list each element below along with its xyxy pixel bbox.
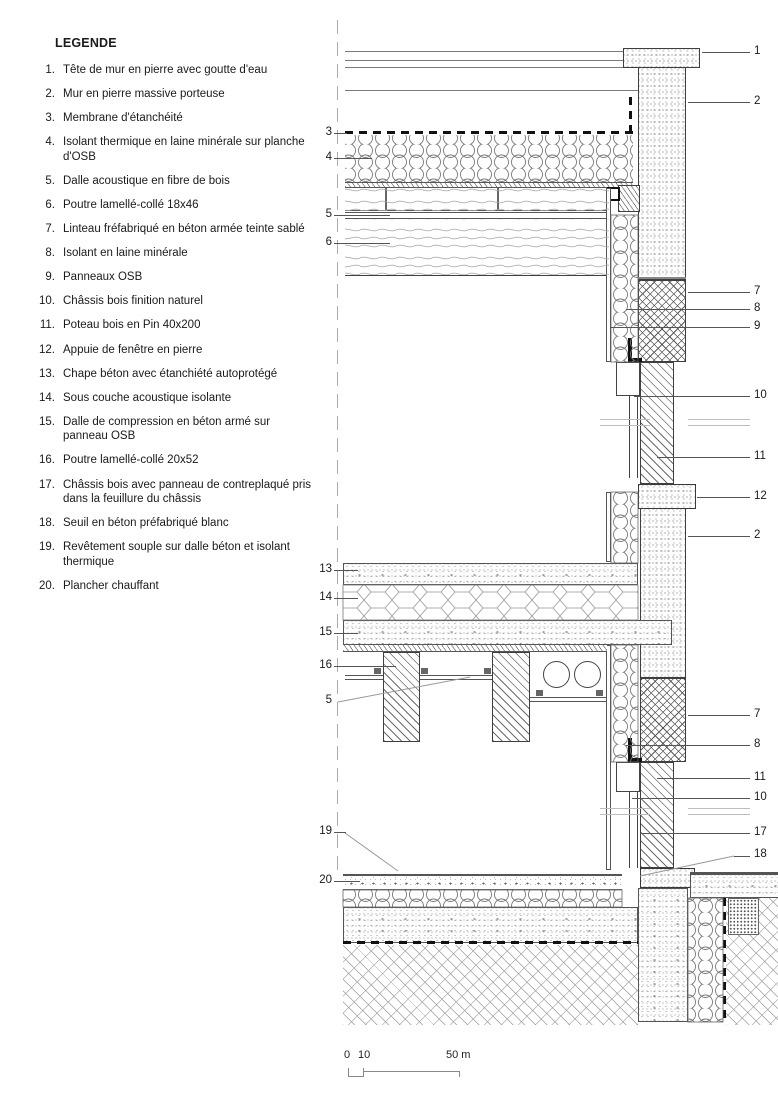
callout-2a: 2 (754, 95, 761, 107)
callout-5b: 5 (325, 694, 332, 706)
duct-circle (543, 661, 570, 688)
stone-wall-lower (640, 509, 686, 678)
threshold-seuil (640, 868, 695, 888)
legend-item-number: 18. (39, 517, 55, 530)
legend-item-number: 7. (45, 223, 55, 236)
glazing-lower (629, 792, 638, 868)
leader-10b (632, 798, 750, 799)
legend-item-text: Poteau bois en Pin 40x200 (63, 319, 201, 332)
break-line (600, 419, 650, 420)
legend-item-text: Châssis bois finition naturel (63, 295, 203, 308)
wall-insulation-8b (611, 492, 638, 563)
legend-item (36, 415, 318, 444)
callout-2b: 2 (754, 529, 761, 541)
legend-item-number: 10. (39, 295, 55, 308)
callout-18: 18 (754, 848, 767, 860)
hanger-bracket (484, 668, 491, 674)
leader-11a (657, 457, 750, 458)
callout-10a: 10 (754, 389, 767, 401)
callout-17: 17 (754, 826, 767, 838)
legend-item-number: 13. (39, 367, 55, 380)
leader-20 (334, 881, 360, 882)
legend-item-text: Mur en pierre massive porteuse (63, 88, 225, 101)
osb-board-mid (606, 492, 611, 562)
gravel-block (728, 898, 759, 935)
leader-7b (688, 715, 750, 716)
callout-20: 20 (319, 874, 332, 886)
legend-item-number: 12. (39, 343, 55, 356)
legend-item-text: Isolant en laine minérale (63, 247, 188, 260)
callout-7a: 7 (754, 285, 761, 297)
scale-fifty: 50 m (446, 1049, 471, 1061)
lintel-upper (638, 280, 686, 362)
legend-item-number: 1. (45, 64, 55, 76)
legend-item (36, 87, 318, 102)
leader-8a (626, 309, 750, 310)
legend-item (36, 63, 318, 78)
roof-line (345, 51, 623, 52)
legend-item-number: 9. (45, 271, 55, 284)
legend-item (36, 222, 318, 237)
legend-item-number: 3. (45, 112, 55, 125)
callout-6: 6 (325, 236, 332, 248)
ceiling-line (345, 679, 383, 680)
legend-item-number: 11. (39, 319, 55, 332)
leader-9 (610, 327, 750, 328)
callout-4: 4 (325, 151, 332, 163)
window-frame-head-upper (616, 362, 640, 396)
legend-item (36, 516, 318, 531)
leader-13 (334, 570, 358, 571)
legend-item (36, 478, 318, 507)
stone-wall-cap (623, 48, 700, 68)
legend-item-number: 5. (45, 174, 55, 187)
hanger-bracket (536, 690, 543, 696)
scale-tick (459, 1071, 460, 1077)
legend-item (36, 111, 318, 126)
break-line (688, 814, 750, 815)
break-line (688, 419, 750, 420)
legend-item-text: Seuil en béton préfabriqué blanc (63, 517, 229, 530)
legend-item (36, 318, 318, 333)
wall-insulation-8a (611, 215, 638, 362)
callout-10b: 10 (754, 791, 767, 803)
glulam-beam-area (345, 219, 610, 276)
callout-9: 9 (754, 320, 761, 332)
callout-13: 13 (319, 563, 332, 575)
callout-7b: 7 (754, 708, 761, 720)
exterior-slab (690, 874, 778, 898)
leader-2b (688, 536, 750, 537)
legend-item-number: 14. (39, 391, 55, 404)
legend-item-number: 4. (45, 136, 55, 149)
plank-joint (385, 188, 387, 211)
legend-item (36, 367, 318, 382)
legend-item-text: Dalle acoustique en fibre de bois (63, 174, 230, 187)
floor-osb-strip (343, 645, 607, 652)
leader-18h (734, 856, 750, 857)
callout-15: 15 (319, 626, 332, 638)
legend-item-text: Chape béton avec étanchiété autoprotégé (63, 367, 278, 380)
legend-item (36, 198, 318, 213)
leader-11b (657, 778, 750, 779)
legend-item (36, 391, 318, 406)
legend-item-text: Plancher chauffant (63, 579, 159, 592)
substructure-hatch (343, 945, 638, 1025)
plank-joint (497, 188, 499, 211)
legend-item-number: 19. (39, 541, 55, 554)
ceiling-line (530, 701, 607, 702)
legend-item-number: 2. (45, 88, 55, 101)
legend-item-number: 20. (39, 579, 55, 592)
leader-4 (334, 158, 372, 159)
scale-segment (363, 1071, 460, 1072)
scale-zero: 0 (344, 1049, 351, 1061)
callout-5: 5 (325, 208, 332, 220)
leader-12 (697, 497, 750, 498)
legend-item (36, 294, 318, 309)
leader-3 (334, 133, 347, 134)
stone-sill (638, 484, 696, 509)
membrane-vertical (629, 97, 632, 131)
callout-12: 12 (754, 490, 767, 502)
hanger-bracket (374, 668, 381, 674)
axis-line (337, 20, 338, 872)
legend-item (36, 270, 318, 285)
callout-1: 1 (754, 45, 761, 57)
scale-segment (348, 1076, 364, 1077)
leader-8b (626, 745, 750, 746)
legend-item-text: Tête de mur en pierre avec goutte d'eau (63, 64, 268, 76)
wood-post-upper (640, 362, 674, 484)
leader-15 (334, 633, 358, 634)
break-line (600, 425, 650, 426)
callout-8a: 8 (754, 302, 761, 314)
ceiling-line (530, 697, 607, 698)
legend-item (36, 135, 318, 164)
scale-ten: 10 (358, 1049, 371, 1061)
break-line (600, 808, 650, 809)
roof-insulation-4 (345, 135, 633, 182)
floor-finish-19 (343, 874, 622, 876)
callout-16: 16 (319, 659, 332, 671)
lintel-top-line (638, 277, 686, 279)
legend-item-text: Revêtement souple sur dalle béton et isolant thermique (63, 541, 290, 568)
ceiling-line (420, 675, 492, 676)
roof-line (345, 90, 638, 91)
legend-item-text: Membrane d'étanchéité (63, 112, 183, 125)
hanger-bracket (421, 668, 428, 674)
legend-item-text: Sous couche acoustique isolante (63, 391, 232, 404)
membrane-ground (343, 941, 639, 944)
legend-item (36, 453, 318, 468)
legend-item (36, 174, 318, 189)
membrane-roof (345, 131, 633, 134)
leader-2a (688, 102, 750, 103)
legend-item-text: Panneaux OSB (63, 271, 143, 284)
roof-line (345, 67, 638, 68)
legend-item-text: Linteau fréfabriqué en béton armée teinte sablé (63, 223, 305, 236)
legend-list (36, 63, 318, 593)
lintel-lower (640, 678, 686, 762)
heating-layer-20 (343, 877, 622, 890)
scale-tick (363, 1068, 364, 1077)
duct-circle (574, 661, 601, 688)
floor-insulation (343, 890, 622, 907)
legend-item-text: Poutre lamellé-collé 18x46 (63, 198, 199, 211)
roof-line (345, 60, 638, 61)
break-line (688, 425, 750, 426)
window-frame-head-lower (616, 762, 640, 792)
leader-7a (688, 292, 750, 293)
glulam-beam-16 (492, 652, 530, 742)
ceiling-line (345, 675, 383, 676)
leader-6 (334, 243, 390, 244)
scale-tick (348, 1068, 349, 1076)
legend-item-text: Isolant thermique en laine minérale sur planche d'OSB (63, 136, 305, 163)
stone-wall-upper (638, 68, 686, 280)
ground-concrete (343, 907, 638, 943)
ceiling-line (420, 679, 492, 680)
callout-14: 14 (319, 591, 332, 603)
callout-19: 19 (319, 825, 332, 837)
leader-14 (334, 598, 358, 599)
callout-8b: 8 (754, 738, 761, 750)
screed-13 (343, 563, 638, 585)
break-line (600, 814, 650, 815)
compression-slab-15 (343, 620, 672, 645)
legend-item (36, 579, 318, 594)
legend-item (36, 246, 318, 261)
foundation-column (638, 888, 688, 1022)
leader-5 (334, 215, 390, 216)
callout-11b: 11 (754, 771, 766, 783)
leader-10a (634, 396, 750, 397)
acoustic-underlay-14 (343, 585, 638, 620)
legend-item-number: 6. (45, 198, 55, 211)
legend-item-number: 17. (39, 478, 55, 491)
legend (36, 36, 318, 603)
legend-item-number: 16. (39, 454, 55, 467)
break-line (688, 808, 750, 809)
legend-item (36, 343, 318, 358)
bearing-block (618, 185, 640, 212)
glazing-upper (629, 396, 638, 478)
leader-19 (345, 833, 398, 871)
leader-16 (334, 666, 396, 667)
osb-board-upper (606, 188, 611, 362)
leader-17 (640, 833, 750, 834)
osb-board-lower (606, 645, 611, 870)
legend-item-number: 15. (39, 415, 55, 428)
leader-1 (702, 52, 750, 53)
legend-item-text: Poutre lamellé-collé 20x52 (63, 454, 199, 467)
legend-item (36, 540, 318, 569)
hanger-bracket (596, 690, 603, 696)
legend-title: LEGENDE (55, 36, 117, 50)
legend-item-number: 8. (45, 247, 55, 260)
callout-11a: 11 (754, 450, 766, 462)
leader-19h (334, 832, 346, 833)
legend-item-text: Châssis bois avec panneau de contreplaqué pris dans la feuillure du châssis (63, 478, 312, 505)
foundation-insulation (688, 898, 723, 1022)
legend-item-text: Dalle de compression en béton armé sur panneau OSB (63, 415, 271, 443)
callout-3: 3 (325, 126, 332, 138)
legend-item-text: Appuie de fenêtre en pierre (63, 343, 203, 356)
